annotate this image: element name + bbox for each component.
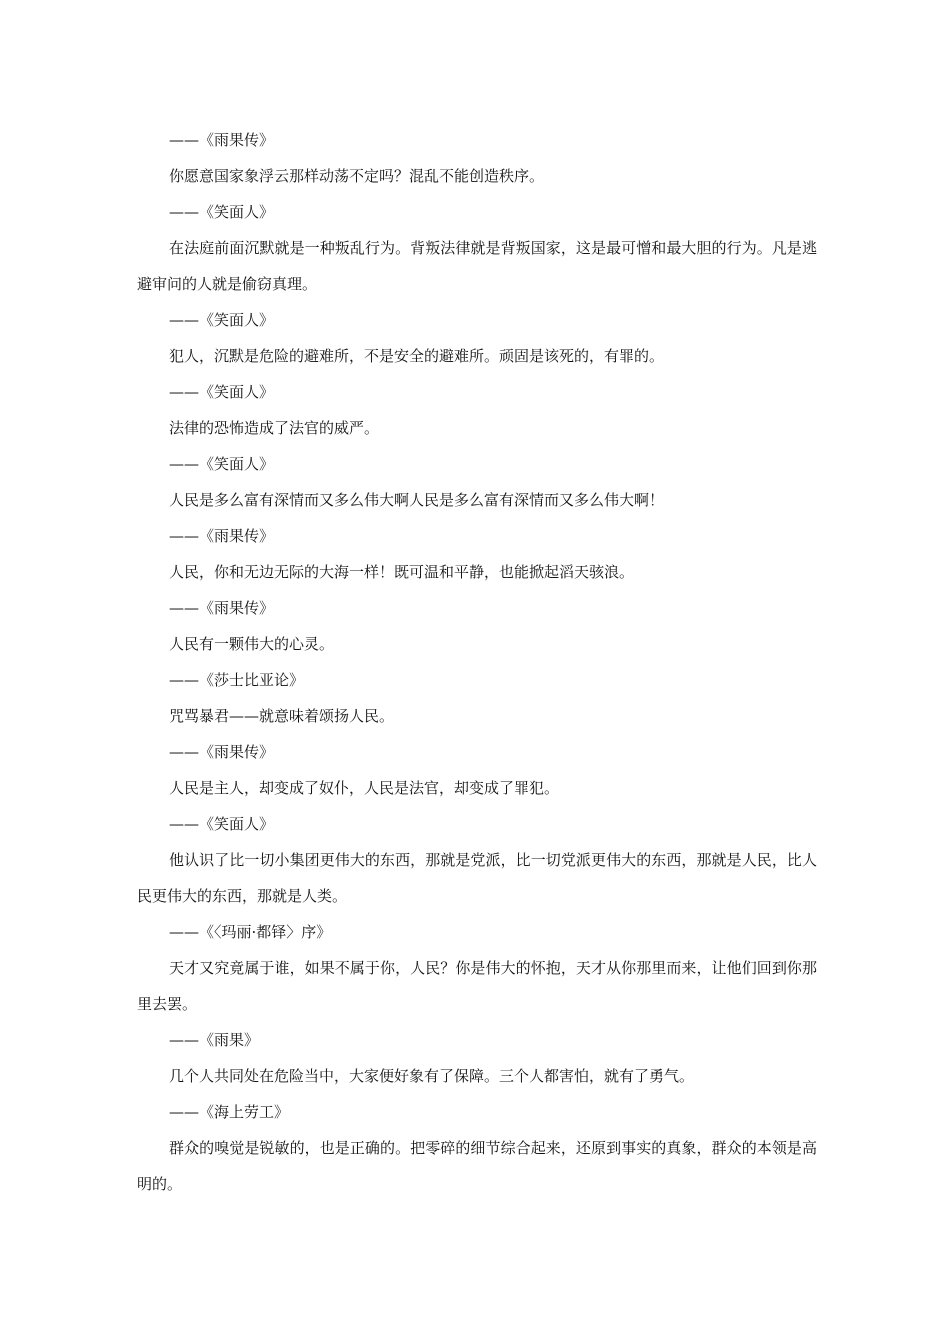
quote-paragraph: 他认识了比一切小集团更伟大的东西，那就是党派，比一切党派更伟大的东西，那就是人民，比人民更伟大的东西，那就是人类。 xyxy=(137,851,817,905)
quote-paragraph: 几个人共同处在危险当中，大家便好象有了保障。三个人都害怕，就有了勇气。 xyxy=(169,1067,695,1085)
quote-paragraph: 咒骂暴君——就意味着颂扬人民。 xyxy=(169,707,395,725)
source-line: ——《笑面人》 xyxy=(169,383,275,401)
source-line: ——《雨果传》 xyxy=(169,743,275,761)
quote-paragraph: 在法庭前面沉默就是一种叛乱行为。背叛法律就是背叛国家，这是最可憎和最大胆的行为。凡是逃避审问的人就是偷窃真理。 xyxy=(137,239,817,293)
source-line: ——《雨果传》 xyxy=(169,599,275,617)
document-body xyxy=(137,122,817,1202)
quote-paragraph: 犯人，沉默是危险的避难所，不是安全的避难所。顽固是该死的，有罪的。 xyxy=(169,347,665,365)
quote-paragraph: 你愿意国家象浮云那样动荡不定吗？混乱不能创造秩序。 xyxy=(169,167,545,185)
source-line: ——《笑面人》 xyxy=(169,815,275,833)
source-line: ——《〈玛丽·都铎〉序》 xyxy=(169,923,332,941)
source-line: ——《莎士比亚论》 xyxy=(169,671,305,689)
quote-paragraph: 天才又究竟属于谁，如果不属于你，人民？你是伟大的怀抱，天才从你那里而来，让他们回到你那里去罢。 xyxy=(137,959,817,1013)
quote-paragraph: 人民有一颗伟大的心灵。 xyxy=(169,635,335,653)
quote-paragraph: 人民是多么富有深情而又多么伟大啊人民是多么富有深情而又多么伟大啊！ xyxy=(169,491,665,509)
source-line: ——《雨果传》 xyxy=(169,131,275,149)
source-line: ——《雨果》 xyxy=(169,1031,260,1049)
source-line: ——《笑面人》 xyxy=(169,455,275,473)
source-line: ——《笑面人》 xyxy=(169,203,275,221)
quote-paragraph: 人民，你和无边无际的大海一样！既可温和平静，也能掀起滔天骇浪。 xyxy=(169,563,635,581)
quote-paragraph: 群众的嗅觉是锐敏的，也是正确的。把零碎的细节综合起来，还原到事实的真象，群众的本领是高明的。 xyxy=(137,1139,817,1193)
quote-paragraph: 人民是主人，却变成了奴仆，人民是法官，却变成了罪犯。 xyxy=(169,779,560,797)
source-line: ——《雨果传》 xyxy=(169,527,275,545)
source-line: ——《海上劳工》 xyxy=(169,1103,290,1121)
quote-paragraph: 法律的恐怖造成了法官的威严。 xyxy=(169,419,380,437)
source-line: ——《笑面人》 xyxy=(169,311,275,329)
